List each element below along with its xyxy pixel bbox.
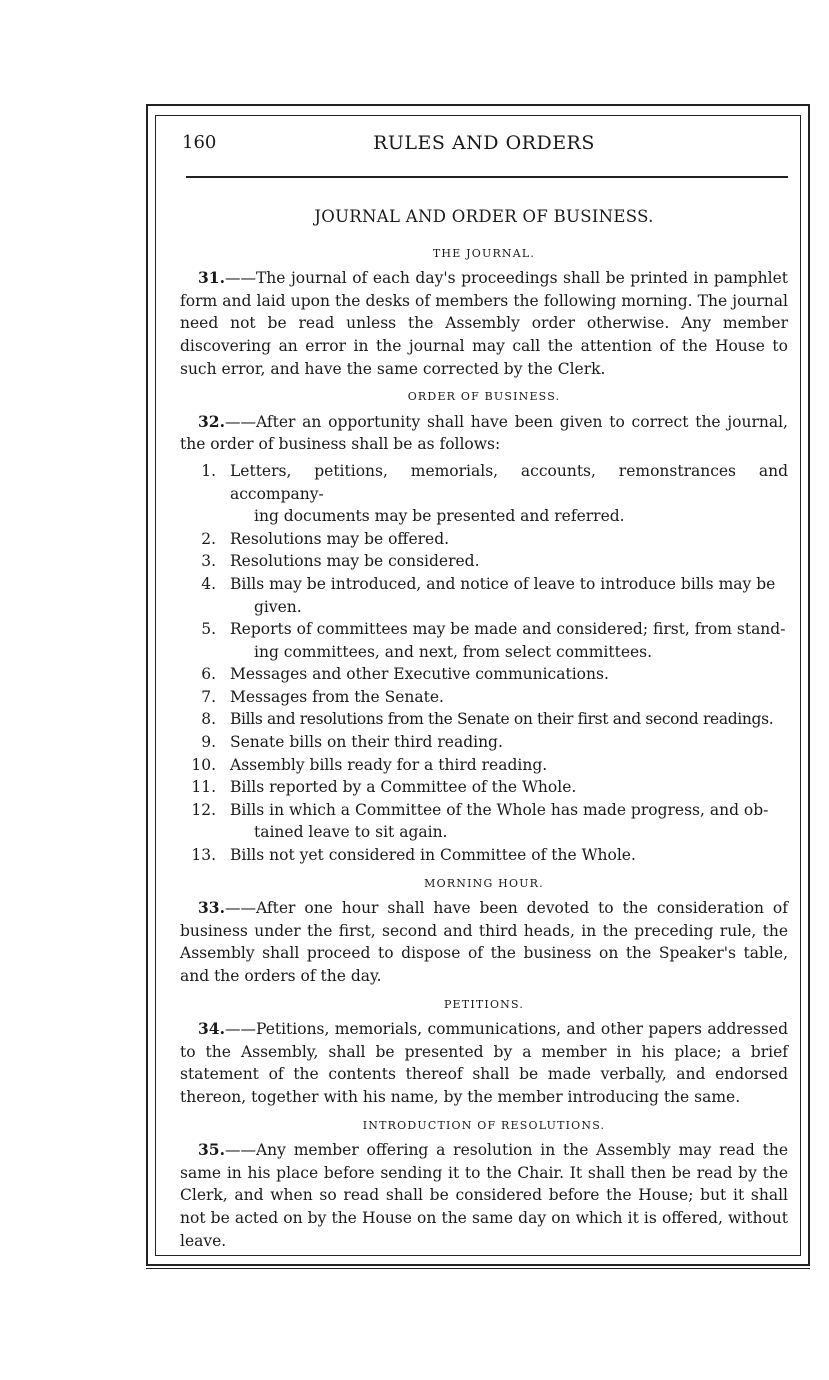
list-item: [180, 618, 788, 663]
subheading-petitions: PETITIONS.: [443, 997, 525, 1011]
list-item: [180, 550, 788, 573]
rule-text: ——The journal of each day's proceedings shall be printed in pamphlet form and laid upon the desks of members the following morning. The journal need not be read unless the Assembly order otherwise. Any member discovering an error in the journal may call the attention of the House to such error, and have the same corrected by the Clerk.: [180, 269, 788, 378]
list-item-number: 3.: [201, 552, 216, 571]
rule-text: ——Any member offering a resolution in the Assembly may read the same in his place before sending it to the Chair. It shall then be read by the Clerk, and when so read shall be considered before the House; but it shall not be acted on by the House on the same day on which it is offered, without leave.: [180, 1141, 788, 1250]
list-item-text: Bills and resolutions from the Senate on their first and second readings.: [230, 710, 774, 729]
rule-32: [180, 411, 788, 456]
list-item-number: 5.: [201, 620, 216, 639]
list-item-number: 13.: [191, 846, 216, 865]
list-item-number: 11.: [191, 778, 216, 797]
list-item-text: Bills in which a Committee of the Whole has made progress, and ob-: [230, 800, 769, 819]
list-item-text: Resolutions may be offered.: [230, 529, 450, 548]
rule-number: 34.: [198, 1019, 225, 1039]
list-item-number: 9.: [201, 733, 216, 752]
list-item-number: 10.: [191, 755, 216, 774]
list-item-number: 7.: [201, 687, 216, 706]
list-item-text: Resolutions may be considered.: [230, 552, 480, 571]
list-item: [180, 573, 788, 618]
list-item-continuation: tained leave to sit again.: [254, 823, 448, 842]
list-item-text: Bills may be introduced, and notice of leave to introduce bills may be: [230, 574, 776, 593]
rule-31: [180, 267, 788, 380]
list-item: [180, 799, 788, 844]
running-head: RULES AND ORDERS: [373, 132, 595, 154]
section-title: JOURNAL AND ORDER OF BUSINESS.: [314, 207, 654, 226]
list-item: [180, 844, 788, 867]
list-item-number: 12.: [191, 800, 216, 819]
list-item-text: Reports of committees may be made and considered; first, from stand-: [230, 620, 786, 639]
header-rule: [186, 176, 788, 178]
list-item-continuation: given.: [254, 597, 302, 616]
list-item-text: Letters, petitions, memorials, accounts, remonstrances and accompany-: [230, 461, 788, 503]
list-item-number: 6.: [201, 665, 216, 684]
subheading-introduction-of-resolutions: INTRODUCTION OF RESOLUTIONS.: [362, 1118, 606, 1132]
page-number: 160: [182, 132, 217, 153]
list-item-text: Bills not yet considered in Committee of the Whole.: [230, 846, 636, 865]
rule-number: 33.: [198, 898, 225, 918]
rule-number: 31.: [198, 268, 225, 288]
list-item-number: 4.: [201, 574, 216, 593]
subheading-morning-hour: MORNING HOUR.: [424, 876, 544, 890]
list-item: [180, 776, 788, 799]
list-item-number: 8.: [201, 710, 216, 729]
rule-text: ——After one hour shall have been devoted to the consideration of business under the first, second and third heads, in the preceding rule, the Assembly shall proceed to dispose of the business on the Speaker's table, and the orders of the day.: [180, 899, 788, 985]
rule-34: [180, 1018, 788, 1108]
order-of-business-list: [180, 460, 788, 867]
list-item: [180, 731, 788, 754]
rule-33: [180, 897, 788, 987]
list-item-text: Senate bills on their third reading.: [230, 733, 503, 752]
list-item: [180, 686, 788, 709]
list-item-number: 1.: [201, 461, 216, 480]
list-item: [180, 528, 788, 551]
subheading-order-of-business: ORDER OF BUSINESS.: [407, 390, 561, 404]
page-content: [180, 130, 788, 1252]
list-item: [180, 460, 788, 528]
subheading-journal: THE JOURNAL.: [432, 246, 536, 260]
list-item: [180, 663, 788, 686]
list-item-number: 2.: [201, 529, 216, 548]
page-header: [180, 130, 788, 166]
list-item: [180, 708, 788, 731]
list-item-continuation: ing documents may be presented and referred.: [254, 507, 625, 526]
page-border-bottom-rule: [146, 1268, 810, 1269]
list-item-text: Messages and other Executive communications.: [230, 665, 609, 684]
rule-text: ——After an opportunity shall have been given to correct the journal, the order of business shall be as follows:: [180, 412, 788, 454]
list-item-text: Messages from the Senate.: [230, 687, 444, 706]
rule-text: ——Petitions, memorials, communications, and other papers addressed to the Assembly, shall be presented by a member in his place; a brief statement of the contents thereof shall be made verbally, and endorsed thereon, together with his name, by the member introducing the same.: [180, 1020, 788, 1106]
rule-number: 35.: [198, 1140, 225, 1160]
list-item: [180, 754, 788, 777]
rule-number: 32.: [198, 411, 225, 431]
list-item-text: Assembly bills ready for a third reading.: [230, 755, 548, 774]
list-item-text: Bills reported by a Committee of the Whole.: [230, 778, 577, 797]
rule-35: [180, 1139, 788, 1252]
list-item-continuation: ing committees, and next, from select committees.: [254, 642, 653, 661]
